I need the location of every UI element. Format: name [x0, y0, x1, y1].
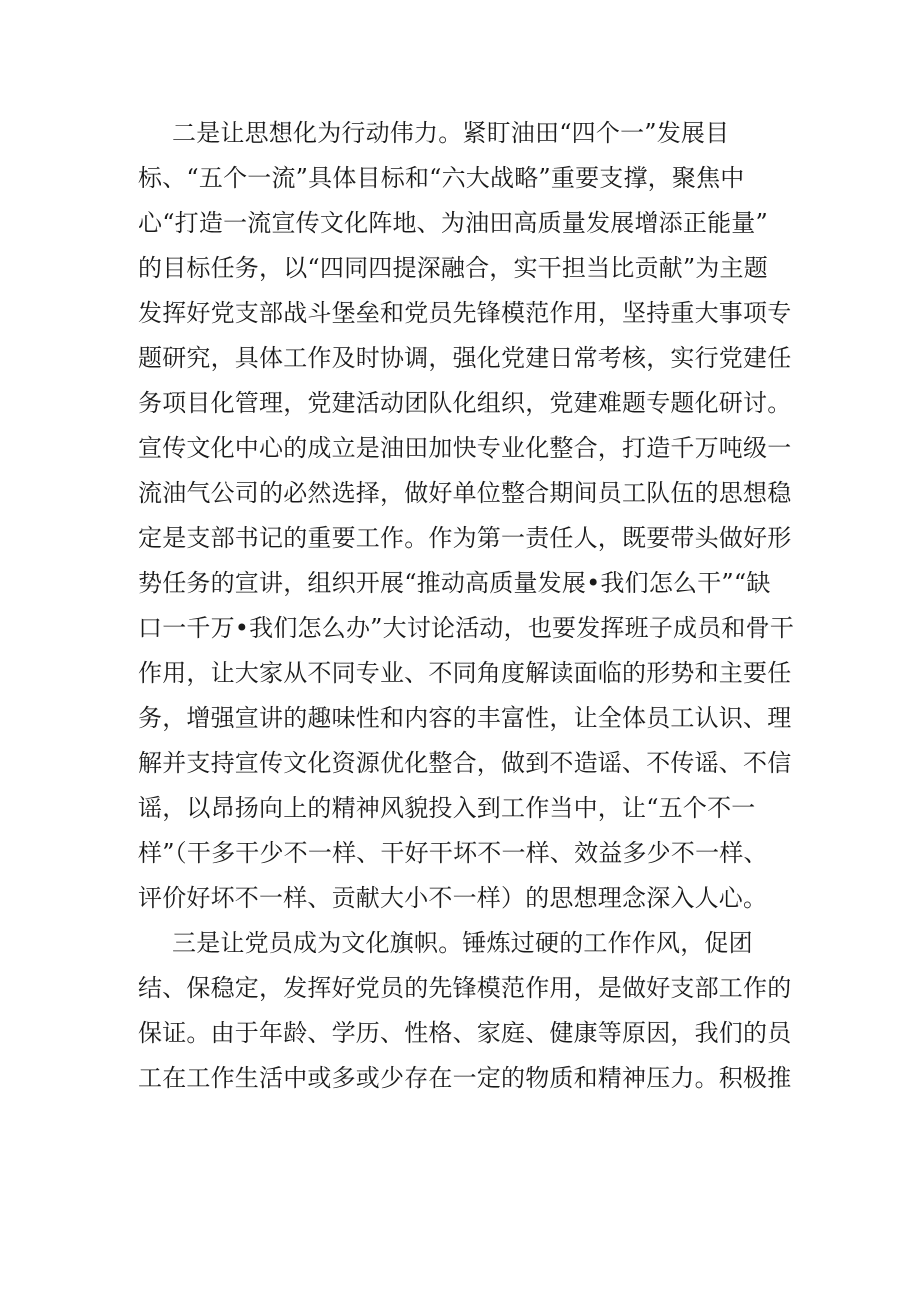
paragraph-3-line-3: 保证。由于年龄、学历、性格、家庭、健康等原因，我们的员 [138, 1019, 792, 1047]
paragraph-2-line-7: 务项目化管理，党建活动团队化组织，党建难题专题化研讨。 [138, 389, 792, 417]
paragraph-2-line-10: 定是支部书记的重要工作。作为第一责任人，既要带头做好形 [138, 524, 792, 552]
paragraph-2-line-8: 宣传文化中心的成立是油田加快专业化整合，打造千万吨级一 [138, 434, 792, 462]
paragraph-2-line-2: 标、“五个一流”具体目标和“六大战略”重要支撑，聚焦中 [138, 164, 745, 192]
paragraph-2-line-5: 发挥好党支部战斗堡垒和党员先锋模范作用，坚持重大事项专 [138, 299, 792, 327]
paragraph-3-line-2: 结、保稳定，发挥好党员的先锋模范作用，是做好支部工作的 [138, 974, 792, 1002]
paragraph-3-line-4: 工在工作生活中或多或少存在一定的物质和精神压力。积极推 [138, 1064, 792, 1092]
paragraph-2-line-17: 样”（干多干少不一样、干好干坏不一样、效益多少不一样、 [138, 839, 768, 867]
paragraph-2-line-9: 流油气公司的必然选择，做好单位整合期间员工队伍的思想稳 [138, 479, 792, 507]
paragraph-2-line-14: 务，增强宣讲的趣味性和内容的丰富性，让全体员工认识、理 [138, 704, 792, 732]
paragraph-3-line-1: 三是让党员成为文化旗帜。锤炼过硬的工作作风，促团 [172, 929, 753, 957]
paragraph-2-line-12: 口一千万•我们怎么办”大讨论活动，也要发挥班子成员和骨干 [138, 614, 795, 642]
paragraph-2-line-11: 势任务的宣讲，组织开展“推动高质量发展•我们怎么干”“缺 [138, 569, 771, 597]
paragraph-2-line-16: 谣，以昂扬向上的精神风貌投入到工作当中，让“五个不一 [138, 794, 756, 822]
paragraph-2-line-18: 评价好坏不一样、贡献大小不一样）的思想理念深入人心。 [138, 884, 768, 912]
paragraph-2-line-4: 的目标任务，以“四同四提深融合，实干担当比贡献”为主题 [138, 254, 768, 282]
paragraph-2-line-3: 心“打造一流宣传文化阵地、为油田高质量发展增添正能量” [138, 209, 768, 237]
paragraph-2-line-6: 题研究，具体工作及时协调，强化党建日常考核，实行党建任 [138, 344, 792, 372]
paragraph-2-line-15: 解并支持宣传文化资源优化整合，做到不造谣、不传谣、不信 [138, 749, 792, 777]
paragraph-2-line-13: 作用，让大家从不同专业、不同角度解读面临的形势和主要任 [138, 659, 792, 687]
paragraph-2-line-1: 二是让思想化为行动伟力。紧盯油田“四个一”发展目 [172, 119, 730, 147]
